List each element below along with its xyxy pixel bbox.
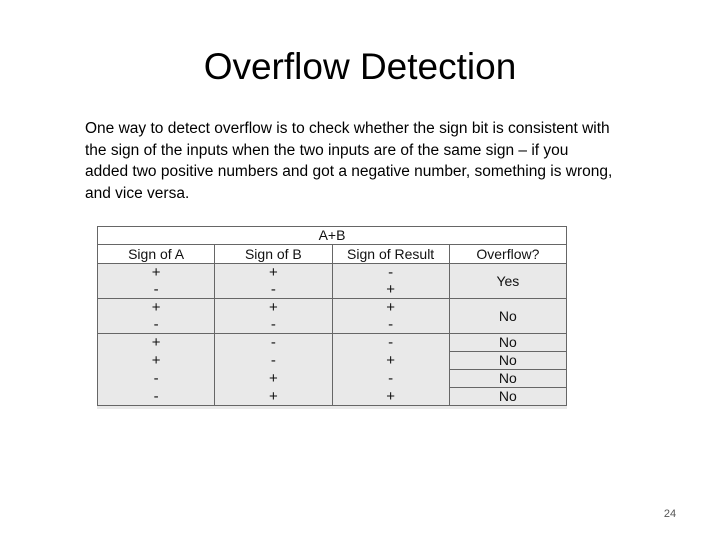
cell-sign-result: - [332,264,449,282]
cell-sign-result: + [332,281,449,299]
cell-sign-b: + [215,299,332,317]
cell-sign-a: - [98,388,215,406]
cell-sign-result: - [332,370,449,388]
header-overflow: Overflow? [449,245,566,264]
cell-sign-a: - [98,316,215,334]
cell-overflow: No [449,299,566,334]
header-sign-of-result: Sign of Result [332,245,449,264]
cell-overflow: No [449,334,566,352]
cell-sign-result: - [332,316,449,334]
table-row [98,370,567,388]
header-sign-of-a: Sign of A [98,245,215,264]
cell-sign-a: + [98,352,215,370]
cell-sign-b: + [215,388,332,406]
cell-sign-a: + [98,264,215,282]
cell-sign-result: + [332,352,449,370]
cell-sign-b: + [215,370,332,388]
header-sign-of-b: Sign of B [215,245,332,264]
page-number: 24 [663,508,677,520]
cell-sign-a: + [98,299,215,317]
table-row [98,334,567,352]
overflow-sign-table [97,226,567,406]
table-caption: A+B [98,227,567,245]
body-paragraph: One way to detect overflow is to check whether the sign bit is consistent with the sign of the inputs when the two inputs are of the same sign – if you added two positive numbers and got a negative number, something is wrong, and vice versa. [85,120,613,202]
table-row [98,264,567,282]
cell-sign-result: + [332,299,449,317]
cell-overflow: Yes [449,264,566,299]
cell-sign-result: - [332,334,449,352]
cell-sign-a: - [98,370,215,388]
table-row [98,299,567,317]
cell-sign-b: - [215,334,332,352]
table-row [98,352,567,370]
cell-sign-result: + [332,388,449,406]
table-row [98,388,567,406]
cell-sign-a: - [98,281,215,299]
cell-overflow: No [449,388,566,406]
sign-table-container [97,226,567,409]
slide-title: Overflow Detection [203,46,517,87]
cell-sign-b: + [215,264,332,282]
cell-overflow: No [449,370,566,388]
cell-sign-b: - [215,281,332,299]
cell-sign-b: - [215,316,332,334]
cell-sign-a: + [98,334,215,352]
cell-sign-b: - [215,352,332,370]
cell-overflow: No [449,352,566,370]
